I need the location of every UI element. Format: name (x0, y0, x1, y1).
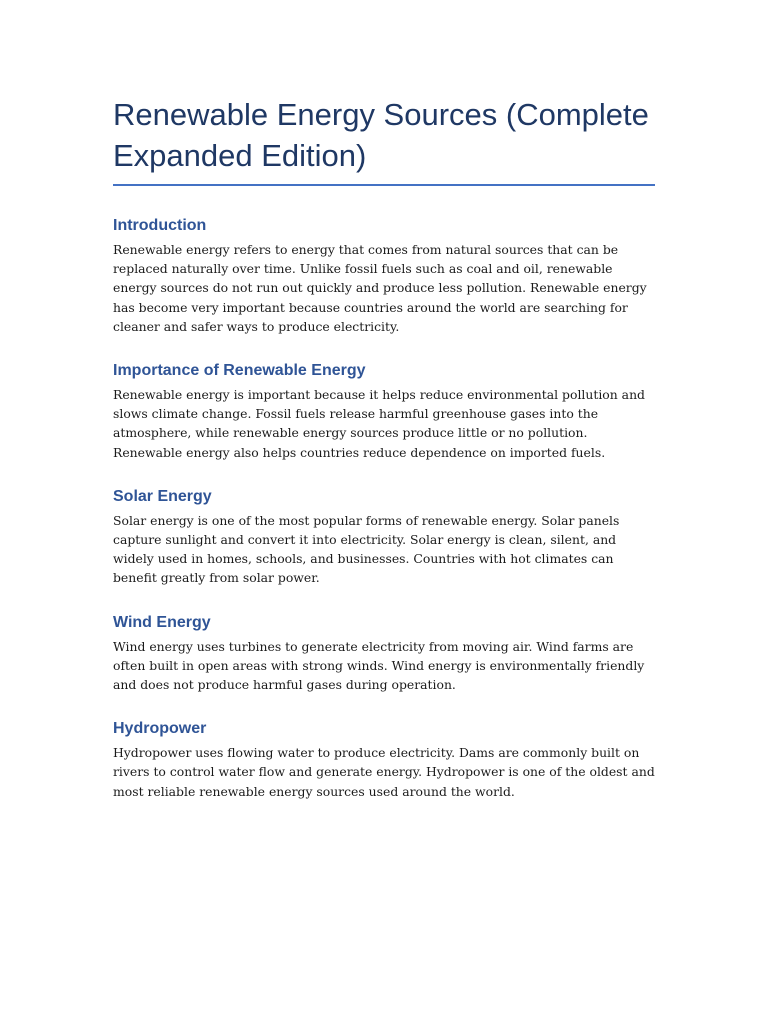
section-paragraph: Solar energy is one of the most popular forms of renewable energy. Solar panels capture sunlight and convert it into electricity. Solar energy is clean, silent, and widely used in homes, schools, and businesses. Countries with hot climates can benefit greatly from solar power. (113, 512, 620, 586)
section-hydropower (113, 719, 655, 801)
section-paragraph: Renewable energy is important because it helps reduce environmental pollution and slows climate change. Fossil fuels release harmful greenhouse gases into the atmosphere, while renewable energy sources produce little or no pollution. Renewable energy also helps countries reduce dependence on imported fuels. (113, 387, 645, 460)
section-paragraph: Renewable energy refers to energy that comes from natural sources that can be replaced naturally over time. Unlike fossil fuels such as coal and oil, renewable energy sources do not run out quickly and produce less pollution. Renewable energy has become very important because countries around the world are searching for cleaner and safer ways to produce electricity. (113, 242, 647, 334)
section-wind-energy (113, 613, 655, 695)
section-introduction (113, 216, 655, 336)
section-importance (113, 361, 655, 462)
section-solar-energy (113, 487, 655, 588)
section-heading: Wind Energy (113, 613, 211, 631)
section-heading: Importance of Renewable Energy (113, 362, 366, 380)
document-title: Renewable Energy Sources (Complete Expanded Edition) (113, 94, 655, 186)
section-heading: Introduction (113, 217, 207, 234)
section-heading: Hydropower (113, 720, 207, 738)
section-heading: Solar Energy (113, 487, 212, 505)
section-paragraph: Wind energy uses turbines to generate electricity from moving air. Wind farms are often built in open areas with strong winds. Wind energy is environmentally friendly and does not produce harmful gases during operation. (113, 638, 645, 693)
section-paragraph: Hydropower uses flowing water to produce electricity. Dams are commonly built on rivers to control water flow and generate energy. Hydropower is one of the oldest and most reliable renewable energy sources used around the world. (113, 745, 655, 799)
document-page (113, 94, 655, 801)
